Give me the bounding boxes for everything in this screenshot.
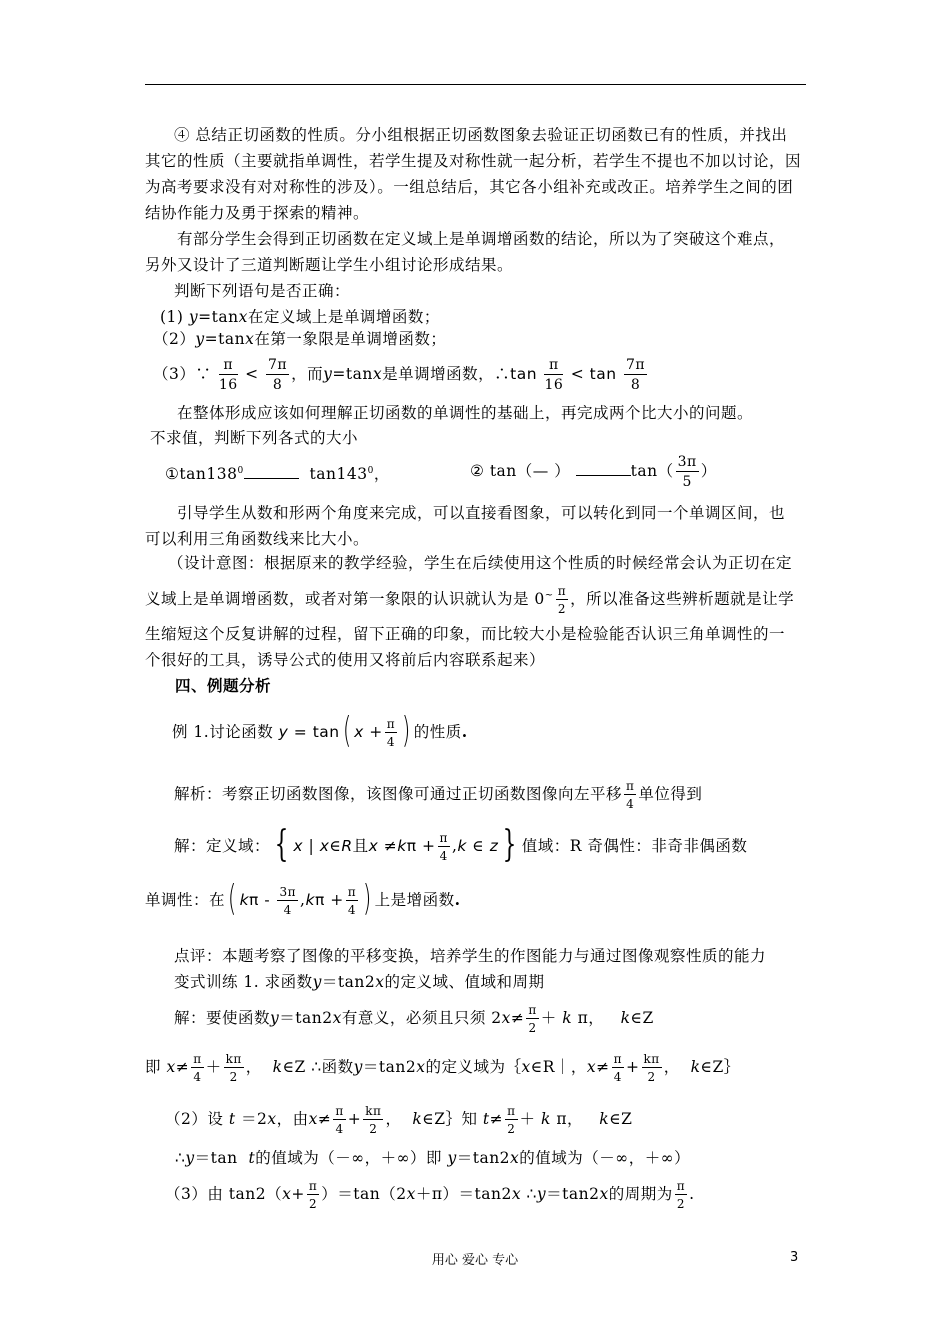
para-1-line-1: ④ 总结正切函数的性质。分小组根据正切函数图象去验证正切函数已有的性质，并找出	[174, 126, 788, 144]
para-1-line-2: 其它的性质（主要就指单调性，若学生提及对称性就一起分析，若学生不提也不加以讨论，因	[145, 152, 802, 170]
analysis: 解析：考察正切函数图像，该图像可通过正切函数图像向左平移 $\frac{\pi}{4}$ 单位得到	[174, 779, 703, 811]
para-6-line-3: 生缩短这个反复讲解的过程，留下正确的印象，而比较大小是检验能否认识三角单调性的一	[145, 625, 786, 643]
blank-1[interactable]	[244, 478, 299, 479]
page-footer: 用心 爱心 专心	[431, 1253, 519, 1268]
compare-1: $①\tan 138^0$ $\tan 143^0$，	[165, 465, 390, 484]
compare-2: ② tan（— ） tan（ $\frac{3\pi}{5}$ ）	[470, 454, 717, 490]
fraction-pi-4-s2b: $\frac{\pi}{4}$	[613, 1052, 623, 1084]
monotonicity: 单调性：在( kπ - $\frac{3\pi}{4}$ ,kπ + $\frac{\pi}{4}$ ) 上是增函数.	[145, 878, 461, 919]
judge-item-1: (1) y=tanx在定义域上是单调增函数；	[160, 308, 440, 326]
judge-item-2: （2）y=tanx在第一象限是单调增函数；	[153, 330, 447, 348]
fraction-kpi-2-s3: $\frac{k\pi}{2}$	[365, 1104, 382, 1136]
solution-step-1b: 即 x≠ $\frac{\pi}{4}$ ＋ $\frac{k\pi}{2}$ ， k∈Z ∴函数y＝tan2x的定义域为｛x∈R｜，x≠ $\frac{\pi}{4}$ + $\frac{k\pi}{2}$ ， k∈Z｝	[145, 1052, 740, 1084]
fraction-pi-2-s5: $\frac{\pi}{2}$	[308, 1179, 318, 1211]
page-number: 3	[790, 1250, 799, 1265]
example-1: 例 1.讨论函数 y = tan( x + $\frac{\pi}{4}$ ) 的性质.	[172, 710, 468, 751]
blank-2[interactable]	[576, 475, 631, 476]
para-2-line-2: 另外又设计了三道判断题让学生小组讨论形成结果。	[145, 256, 514, 274]
fraction-pi-2-s3: $\frac{\pi}{2}$	[507, 1104, 516, 1136]
para-1-line-4: 结协作能力及勇于探索的精神。	[145, 204, 370, 222]
para-3: 在整体形成应该如何理解正切函数的单调性的基础上，再完成两个比大小的问题。	[177, 404, 754, 422]
para-5-line-2: 可以利用三角函数线来比大小。	[145, 530, 370, 548]
fraction-kpi-2-s2b: $\frac{k\pi}{2}$	[643, 1052, 660, 1084]
para-2-line-1: 有部分学生会得到正切函数在定义域上是单调增函数的结论，所以为了突破这个难点，	[177, 230, 786, 248]
para-6-line-1: （设计意图：根据原来的教学经验，学生在后续使用这个性质的时候经常会认为正切在定	[168, 554, 793, 572]
judge-title: 判断下列语句是否正确：	[174, 282, 351, 300]
solution-step-3: （3）由 tan2（x+ $\frac{\pi}{2}$ ）＝tan（2x＋π）＝tan2x ∴y＝tan2x的周期为 $\frac{\pi}{2}$ .	[165, 1179, 695, 1211]
para-6-line-4: 个很好的工具，诱导公式的使用又将前后内容联系起来）	[145, 651, 546, 669]
fraction-pi-2-s1: $\frac{\pi}{2}$	[528, 1003, 537, 1035]
fraction-3pi-4: $\frac{3\pi}{4}$	[279, 885, 297, 917]
fraction-pi-4-s3: $\frac{\pi}{4}$	[335, 1104, 344, 1136]
solution-domain: 解：定义域： { x | x∈R且x ≠kπ + $\frac{\pi}{4}$ ,k ∈ z } 值域：R 奇偶性：非奇非偶函数	[174, 824, 748, 865]
fraction-pi-2-period: $\frac{\pi}{2}$	[676, 1179, 686, 1211]
fraction-3pi-5: $\frac{3\pi}{5}$	[677, 454, 697, 490]
section-heading: 四、例题分析	[175, 676, 272, 695]
para-4: 不求值，判断下列各式的大小	[150, 429, 359, 447]
fraction-7pi-8: $\frac{7\pi}{8}$	[268, 357, 288, 393]
fraction-pi-4-s2: $\frac{\pi}{4}$	[193, 1052, 202, 1084]
judge-item-3: （3）∵ $\frac{\pi}{16}$ < $\frac{7\pi}{8}$ ，而y=tanx是单调增函数，∴tan $\frac{\pi}{16}$ < tan $\frac{7\pi}{8}$	[153, 357, 646, 393]
fraction-pi-4: $\frac{\pi}{4}$	[386, 717, 396, 749]
fraction-kpi-2-s2: $\frac{k\pi}{2}$	[225, 1052, 242, 1084]
review: 点评：本题考察了图像的平移变换，培养学生的作图能力与通过图像观察性质的能力	[174, 947, 767, 965]
solution-step-2b: ∴y＝tan t的值域为（－∞，＋∞）即 y＝tan2x的值域为（－∞，＋∞）	[175, 1149, 691, 1167]
fraction-pi-4-domain: $\frac{\pi}{4}$	[439, 831, 448, 863]
fraction-pi-4-mono: $\frac{\pi}{4}$	[347, 885, 357, 917]
fraction-7pi-8-b: $\frac{7\pi}{8}$	[626, 357, 646, 393]
fraction-pi-16: $\frac{\pi}{16}$	[218, 357, 238, 393]
header-rule	[145, 84, 806, 85]
para-5-line-1: 引导学生从数和形两个角度来完成，可以直接看图象，可以转化到同一个单调区间，也	[177, 504, 786, 522]
solution-step-1: 解：要使函数y＝tan2x有意义，必须且只须 2x≠ $\frac{\pi}{2}$ ＋ k π， k∈Z	[174, 1003, 654, 1035]
fraction-pi-16-b: $\frac{\pi}{16}$	[544, 357, 564, 393]
para-1-line-3: 为高考要求没有对对称性的涉及）。一组总结后，其它各小组补充或改正。培养学生之间的团	[145, 178, 794, 196]
para-6-line-2: 义域上是单调增函数，或者对第一象限的认识就认为是 0~ $\frac{\pi}{2}$ ，所以准备这些辨析题就是让学	[145, 584, 795, 617]
variant-training: 变式训练 1. 求函数y＝tan2x的定义域、值域和周期	[174, 973, 545, 991]
fraction-pi-2: $\frac{\pi}{2}$	[557, 584, 567, 617]
fraction-pi-4-shift: $\frac{\pi}{4}$	[626, 779, 635, 811]
solution-step-2: （2）设 t ＝2x，由x≠ $\frac{\pi}{4}$ + $\frac{k\pi}{2}$ ， k∈Z｝知 t≠ $\frac{\pi}{2}$ ＋ k π， k∈Z	[165, 1104, 633, 1136]
